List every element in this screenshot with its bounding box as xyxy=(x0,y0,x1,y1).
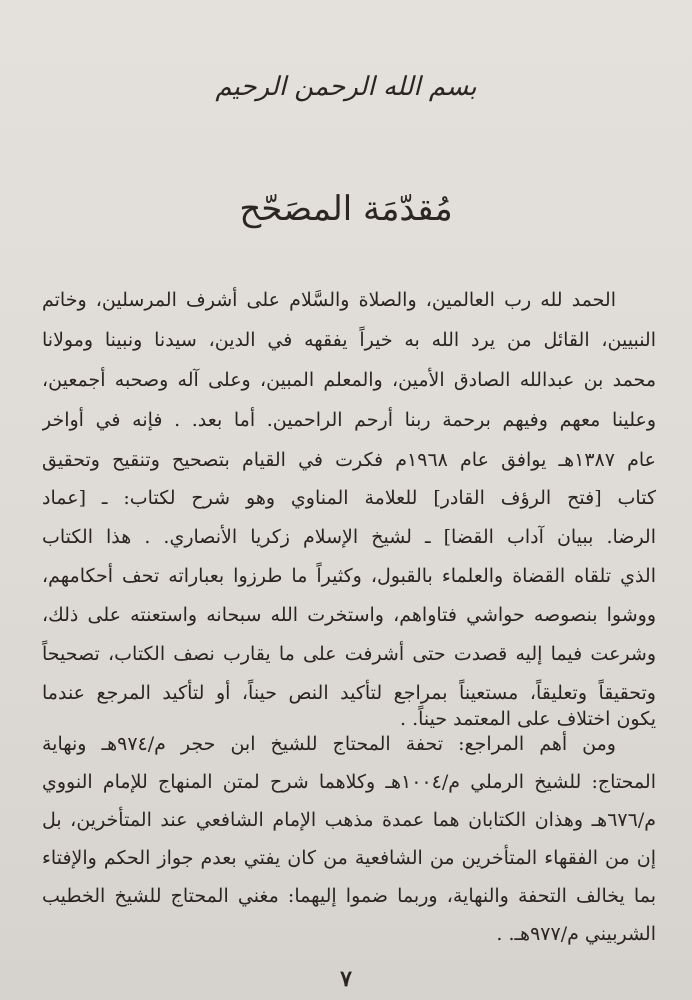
paragraph-line: وشرعت فيما إليه قصدت حتى أشرفت على ما يقارب نصف الكتاب، تصحيحاً xyxy=(42,643,656,665)
paragraph-line: الذي تلقاه القضاة والعلماء بالقبول، وكثيراً ما طرزوا بعباراته تحف أحكامهم، xyxy=(42,565,656,587)
paragraph-line: وعلينا معهم وفيهم برحمة ربنا أرحم الراحمين. أما بعد. . فإنه في أواخر xyxy=(42,409,656,431)
paragraph-line: عام ١٣٨٧هـ يوافق عام ١٩٦٨م فكرت في القيام بتصحيح وتنقيح وتحقيق xyxy=(42,449,656,471)
page-number: ٧ xyxy=(340,966,352,992)
paragraph-line: النبيين، القائل من يرد الله به خيراً يفقهه في الدين، سيدنا ونبينا ومولانا xyxy=(42,329,656,351)
paragraph-line: الرضا. ببيان آداب القضا] ـ لشيخ الإسلام زكريا الأنصاري. . هذا الكتاب xyxy=(42,526,656,548)
paragraph-line: كتاب [فتح الرؤف القادر] للعلامة المناوي وهو شرح لكتاب: ـ [عماد xyxy=(42,487,656,509)
page-title: مُقدّمَة المصَحّح xyxy=(239,189,453,229)
paragraph-line: المحتاج: للشيخ الرملي م/١٠٠٤هـ وكلاهما شرح لمتن المنهاج للإمام النووي xyxy=(42,771,656,793)
paragraph-line: وتحقيقاً وتعليقاً، مستعيناً بمراجع لتأكيد النص حيناً، أو لتأكيد المرجع عندما xyxy=(42,682,656,704)
paragraph-line: يكون اختلاف على المعتمد حيناً. . xyxy=(400,708,656,730)
paragraph-line: محمد بن عبدالله الصادق الأمين، والمعلم المبين، وعلى آله وصحبه أجمعين، xyxy=(42,369,656,391)
paragraph-line: الحمد لله رب العالمين، والصلاة والسَّلام على أشرف المرسلين، وخاتم xyxy=(42,289,616,311)
paragraph-line: ووشوا بنصوصه حواشي فتاواهم، واستخرت الله سبحانه واستعنته على ذلك، xyxy=(42,604,656,626)
paragraph-line: ومن أهم المراجع: تحفة المحتاج للشيخ ابن حجر م/٩٧٤هـ ونهاية xyxy=(42,733,616,755)
paragraph-line: الشربيني م/٩٧٧هـ. . xyxy=(496,923,656,945)
paragraph-line: بما يخالف التحفة والنهاية، وربما ضموا إليهما: مغني المحتاج للشيخ الخطيب xyxy=(42,885,656,907)
paragraph-line: م/٦٧٦هـ وهذان الكتابان هما عمدة مذهب الإمام الشافعي عند المتأخرين، بل xyxy=(42,809,656,831)
basmala-heading: بسم الله الرحمن الرحيم xyxy=(215,72,477,102)
paragraph-line: إن من الفقهاء المتأخرين من الشافعية من كان يفتي بعدم جواز الحكم والإفتاء xyxy=(42,847,656,869)
